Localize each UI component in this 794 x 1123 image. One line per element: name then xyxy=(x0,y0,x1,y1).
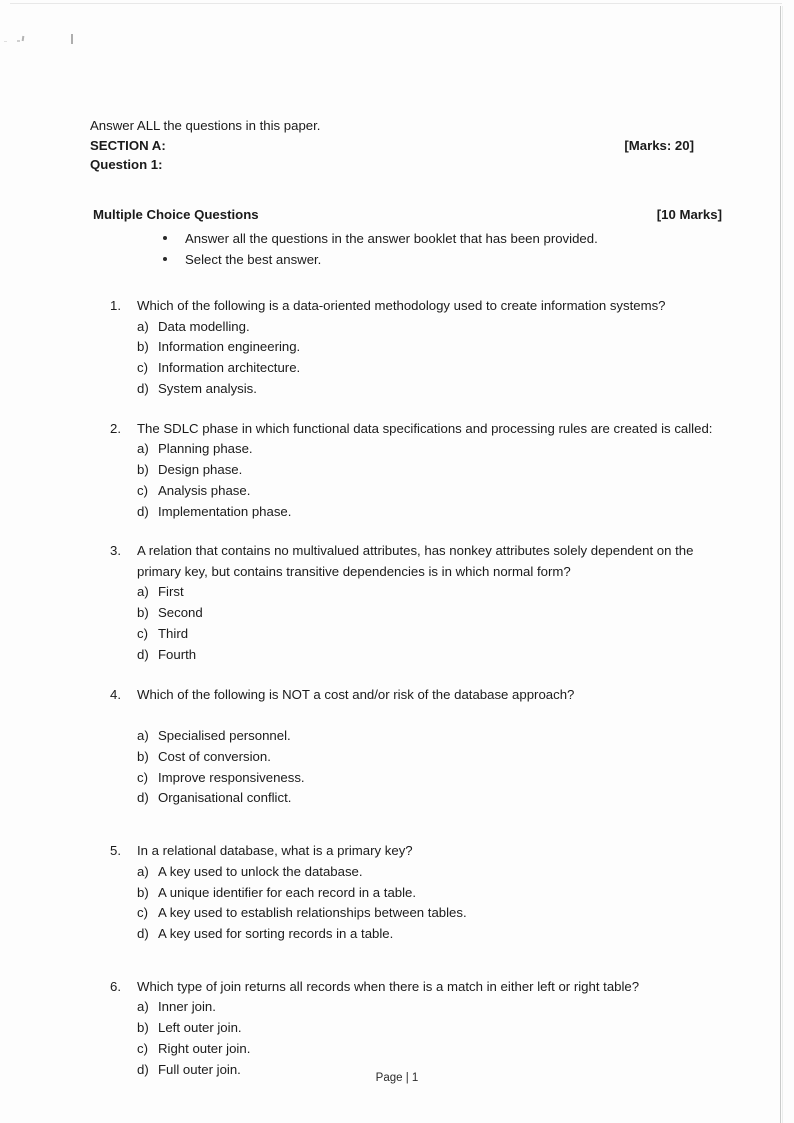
option-item xyxy=(137,502,722,523)
option-item xyxy=(137,645,722,666)
option-label: d) xyxy=(137,380,149,396)
option-label: b) xyxy=(137,748,149,764)
option-item xyxy=(137,903,722,924)
option-text: Information engineering. xyxy=(158,339,301,355)
questions-list xyxy=(90,296,722,1081)
option-label: c) xyxy=(137,482,148,498)
option-label: b) xyxy=(137,461,149,477)
option-item xyxy=(137,747,722,768)
option-text: A key used to establish relationships between tables. xyxy=(158,905,467,921)
option-text: A key used to unlock the database. xyxy=(158,863,363,879)
question-stem: The SDLC phase in which functional data specifications and processing rules are created is called: xyxy=(137,420,713,436)
option-text: A unique identifier for each record in a table. xyxy=(158,884,417,900)
mcq-marks: [10 Marks] xyxy=(656,206,722,222)
question-stem: Which type of join returns all records when there is a match in either left or right table? xyxy=(137,978,640,994)
option-item xyxy=(137,624,722,645)
option-item xyxy=(137,379,722,400)
option-list xyxy=(137,582,722,665)
scan-edge-top xyxy=(10,3,782,4)
question-number: 2. xyxy=(110,420,121,436)
list-item xyxy=(90,249,722,270)
option-text: Implementation phase. xyxy=(158,503,292,519)
question-stem: A relation that contains no multivalued attributes, has nonkey attributes solely dependent on the primary key, but contains transitive dependencies is in which normal form? xyxy=(137,543,694,579)
option-item xyxy=(137,1039,722,1060)
option-text: Second xyxy=(158,605,203,621)
option-item xyxy=(137,997,722,1018)
instructions-list xyxy=(90,228,722,270)
option-list xyxy=(137,317,722,400)
scan-speck xyxy=(22,36,25,41)
question-item xyxy=(90,841,722,945)
section-label: SECTION A: xyxy=(90,137,166,153)
option-text: Data modelling. xyxy=(158,318,250,334)
option-item xyxy=(137,862,722,883)
question-item xyxy=(90,541,722,665)
mcq-heading: Multiple Choice Questions xyxy=(93,206,259,222)
mcq-heading-row xyxy=(90,205,722,225)
option-list xyxy=(137,439,722,522)
question-item xyxy=(90,977,722,1081)
scan-speck xyxy=(4,41,7,42)
question-number: 1. xyxy=(110,298,121,313)
option-item xyxy=(137,768,722,789)
option-item xyxy=(137,439,722,460)
option-text: Fourth xyxy=(158,646,197,662)
question-item xyxy=(90,296,722,400)
option-list xyxy=(137,862,722,945)
scan-speck xyxy=(71,34,73,44)
option-label: a) xyxy=(137,728,149,744)
option-item xyxy=(137,788,722,809)
option-item xyxy=(137,481,722,502)
option-label: b) xyxy=(137,884,149,900)
option-text: Cost of conversion. xyxy=(158,748,271,764)
option-text: Design phase. xyxy=(158,461,243,477)
question-label: Question 1: xyxy=(90,157,163,172)
option-label: c) xyxy=(137,1041,148,1057)
option-label: a) xyxy=(137,584,149,600)
bullet-icon xyxy=(163,236,167,240)
option-text: Organisational conflict. xyxy=(158,790,292,806)
option-label: c) xyxy=(137,625,148,641)
option-label: d) xyxy=(137,503,149,519)
question-number: 5. xyxy=(110,843,121,859)
instruction-text: Answer all the questions in the answer booklet that has been provided. xyxy=(185,231,598,246)
question-number: 6. xyxy=(110,978,121,994)
option-text: Improve responsiveness. xyxy=(158,769,305,785)
option-text: Third xyxy=(158,625,189,641)
section-marks: [Marks: 20] xyxy=(624,137,694,153)
option-text: A key used for sorting records in a table. xyxy=(158,926,394,942)
option-label: d) xyxy=(137,646,149,662)
option-label: a) xyxy=(137,318,149,334)
option-label: d) xyxy=(137,1061,149,1077)
instruction-text: Select the best answer. xyxy=(185,252,322,267)
option-item xyxy=(137,883,722,904)
option-item xyxy=(137,337,722,358)
question-stem: Which of the following is NOT a cost and/or risk of the database approach? xyxy=(137,686,575,702)
option-label: b) xyxy=(137,1020,149,1036)
option-item xyxy=(137,460,722,481)
option-text: Planning phase. xyxy=(158,441,253,457)
intro-line: Answer ALL the questions in this paper. xyxy=(90,118,321,133)
page-footer: Page | 1 xyxy=(375,1072,419,1084)
option-list xyxy=(137,726,722,809)
question-item xyxy=(90,685,722,810)
option-label: c) xyxy=(137,905,148,921)
option-text: Left outer join. xyxy=(158,1020,242,1036)
option-text: Analysis phase. xyxy=(158,482,251,498)
option-item xyxy=(137,358,722,379)
option-item xyxy=(137,317,722,338)
option-item xyxy=(137,924,722,945)
scan-edge-right-outer xyxy=(782,6,783,1123)
section-row xyxy=(90,136,722,156)
question-item xyxy=(90,419,722,523)
option-label: a) xyxy=(137,441,149,457)
scan-speck xyxy=(17,40,20,42)
option-list xyxy=(137,997,722,1080)
list-item xyxy=(90,228,722,249)
option-item xyxy=(137,1018,722,1039)
document-body xyxy=(90,116,722,1100)
option-label: a) xyxy=(137,863,149,879)
scan-edge-right xyxy=(780,6,781,1123)
question-number: 3. xyxy=(110,543,121,559)
option-label: a) xyxy=(137,999,149,1015)
option-label: b) xyxy=(137,605,149,621)
option-text: Inner join. xyxy=(158,999,216,1015)
option-item xyxy=(137,603,722,624)
question-number: 4. xyxy=(110,686,121,702)
option-label: d) xyxy=(137,926,149,942)
option-text: Information architecture. xyxy=(158,360,301,376)
question-stem: Which of the following is a data-oriented methodology used to create information systems? xyxy=(137,298,666,313)
option-text: Right outer join. xyxy=(158,1041,251,1057)
option-label: d) xyxy=(137,790,149,806)
option-label: b) xyxy=(137,339,149,355)
bullet-icon xyxy=(163,257,167,261)
option-text: Full outer join. xyxy=(158,1061,241,1077)
question-stem: In a relational database, what is a primary key? xyxy=(137,843,413,859)
option-label: c) xyxy=(137,769,148,785)
option-text: First xyxy=(158,584,184,600)
option-text: Specialised personnel. xyxy=(158,728,291,744)
option-text: System analysis. xyxy=(158,380,257,396)
option-label: c) xyxy=(137,360,148,376)
option-item xyxy=(137,726,722,747)
option-item xyxy=(137,582,722,603)
